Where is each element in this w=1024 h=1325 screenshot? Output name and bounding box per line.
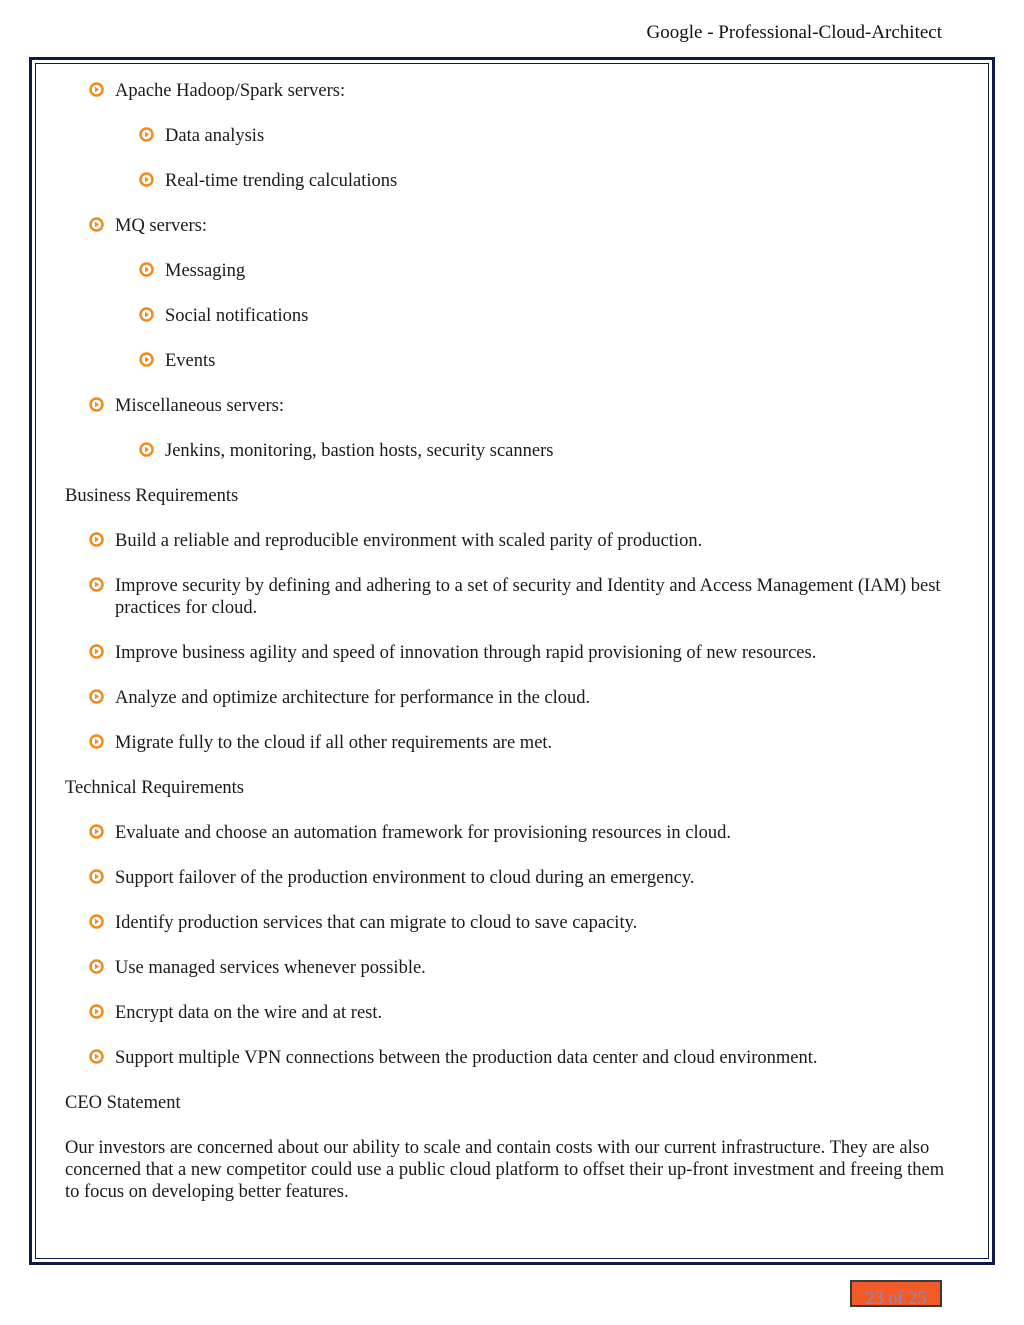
orange-circle-play-icon bbox=[89, 531, 104, 546]
bullet-text: Social notifications bbox=[165, 306, 309, 326]
bullet-text: Analyze and optimize architecture for performance in the cloud. bbox=[115, 688, 591, 708]
section-heading-text: CEO Statement bbox=[65, 1093, 181, 1113]
document-header-title: Google - Professional-Cloud-Architect bbox=[646, 22, 942, 43]
orange-circle-play-icon bbox=[89, 81, 104, 96]
section-heading bbox=[65, 777, 955, 799]
orange-circle-play-icon bbox=[89, 958, 104, 973]
page-number-badge: 23 of 25 bbox=[850, 1280, 942, 1307]
bullet-text: Improve business agility and speed of innovation through rapid provisioning of new resources. bbox=[115, 643, 817, 663]
bullet-item bbox=[65, 822, 955, 844]
orange-circle-play-icon bbox=[89, 868, 104, 883]
orange-circle-play-icon bbox=[89, 1003, 104, 1018]
section-heading-text: Business Requirements bbox=[65, 486, 239, 506]
bullet-item bbox=[65, 80, 955, 102]
orange-circle-play-icon bbox=[139, 306, 154, 321]
orange-circle-play-icon bbox=[89, 1048, 104, 1063]
bullet-item bbox=[65, 687, 955, 709]
paragraph-text: Our investors are concerned about our ability to scale and contain costs with our current infrastructure. They are also concerned that a new competitor could use a public cloud platform to offset their up-front investment and freeing them to focus on developing better features. bbox=[65, 1138, 945, 1202]
bullet-text: Encrypt data on the wire and at rest. bbox=[115, 1003, 383, 1023]
bullet-item bbox=[65, 1047, 955, 1069]
orange-circle-play-icon bbox=[89, 643, 104, 658]
orange-circle-play-icon bbox=[89, 823, 104, 838]
paragraph bbox=[65, 1137, 955, 1203]
bullet-text: MQ servers: bbox=[115, 216, 207, 236]
bullet-text: Messaging bbox=[165, 261, 246, 281]
bullet-item bbox=[65, 395, 955, 417]
section-heading bbox=[65, 485, 955, 507]
bullet-text: Apache Hadoop/Spark servers: bbox=[115, 81, 346, 101]
bullet-text: Miscellaneous servers: bbox=[115, 396, 285, 416]
bullet-item bbox=[65, 1002, 955, 1024]
bullet-text: Data analysis bbox=[165, 126, 265, 146]
bullet-item bbox=[65, 732, 955, 754]
sub-bullet-item bbox=[65, 440, 955, 462]
orange-circle-play-icon bbox=[89, 913, 104, 928]
bullet-text: Events bbox=[165, 351, 216, 371]
bullet-text: Real-time trending calculations bbox=[165, 171, 398, 191]
bullet-text: Support failover of the production environment to cloud during an emergency. bbox=[115, 868, 695, 888]
bullet-item bbox=[65, 530, 955, 552]
sub-bullet-item bbox=[65, 170, 955, 192]
section-heading bbox=[65, 1092, 955, 1114]
bullet-text: Build a reliable and reproducible environment with scaled parity of production. bbox=[115, 531, 703, 551]
orange-circle-play-icon bbox=[139, 441, 154, 456]
sub-bullet-item bbox=[65, 350, 955, 372]
orange-circle-play-icon bbox=[89, 688, 104, 703]
bullet-item bbox=[65, 215, 955, 237]
bullet-item bbox=[65, 867, 955, 889]
bullet-text: Use managed services whenever possible. bbox=[115, 958, 426, 978]
orange-circle-play-icon bbox=[139, 171, 154, 186]
bullet-text: Identify production services that can migrate to cloud to save capacity. bbox=[115, 913, 638, 933]
orange-circle-play-icon bbox=[89, 216, 104, 231]
bullet-text: Jenkins, monitoring, bastion hosts, security scanners bbox=[165, 441, 554, 461]
bullet-text: Support multiple VPN connections between the production data center and cloud environment. bbox=[115, 1048, 818, 1068]
bullet-text: Evaluate and choose an automation framework for provisioning resources in cloud. bbox=[115, 823, 731, 843]
sub-bullet-item bbox=[65, 260, 955, 282]
orange-circle-play-icon bbox=[139, 261, 154, 276]
bullet-item bbox=[65, 957, 955, 979]
orange-circle-play-icon bbox=[89, 576, 104, 591]
orange-circle-play-icon bbox=[89, 733, 104, 748]
bullet-item bbox=[65, 912, 955, 934]
section-heading-text: Technical Requirements bbox=[65, 778, 245, 798]
orange-circle-play-icon bbox=[139, 351, 154, 366]
bullet-text: Improve security by defining and adhering to a set of security and Identity and Access Management (IAM) best practices for cloud. bbox=[115, 576, 941, 618]
document-body bbox=[65, 80, 955, 1226]
orange-circle-play-icon bbox=[139, 126, 154, 141]
sub-bullet-item bbox=[65, 305, 955, 327]
orange-circle-play-icon bbox=[89, 396, 104, 411]
sub-bullet-item bbox=[65, 125, 955, 147]
bullet-item bbox=[65, 575, 955, 619]
bullet-item bbox=[65, 642, 955, 664]
bullet-text: Migrate fully to the cloud if all other requirements are met. bbox=[115, 733, 553, 753]
